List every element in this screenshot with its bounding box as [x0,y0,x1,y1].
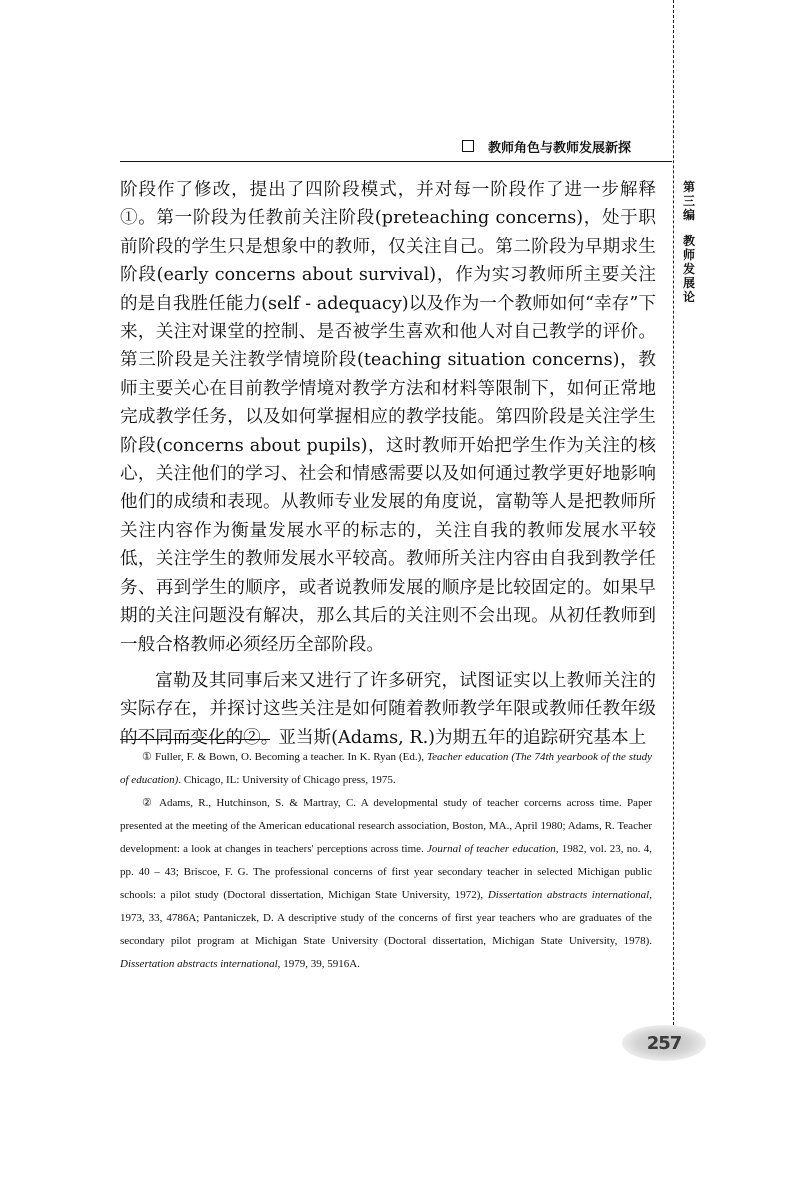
footnote-2-journal: Dissertation abstracts international, [487,889,652,901]
footnote-2-text: ② Adams, R., Hutchinson, S. & Martray, C. A developmental study of teacher corcerns across time. Paper presented at the meeting of the American educational research association, Boston, MA., April 1980; Adams, R. Teacher development: a look at changes in teachers' perceptions across time. [120,797,652,855]
side-tab-title-char: 师 [682,248,695,262]
footnote-rule [120,739,270,740]
body-paragraph-1: 阶段作了修改，提出了四阶段模式，并对每一阶段作了进一步解释①。第一阶段为任教前关注阶段(preteaching concerns)，处于职前阶段的学生只是想象中的教师，仅关注自己。第二阶段为早期求生阶段(early concerns about survival)，作为实习教师所主要关注的是自我胜任能力(self - adequacy)以及作为一个教师如何“幸存”下来，关注对课堂的控制、是否被学生喜欢和他人对自己教学的评价。第三阶段是关注教学情境阶段(teaching situation concerns)，教师主要关心在目前教学情境对教学方法和材料等限制下，如何正常地完成教学任务，以及如何掌握相应的教学技能。第四阶段是关注学生阶段(concerns about pupils)，这时教师开始把学生作为关注的核心，关注他们的学习、社会和情感需要以及如何通过教学更好地影响他们的成绩和表现。从教师专业发展的角度说，富勒等人是把教师所关注内容作为衡量发展水平的标志的，关注自我的教师发展水平较低，关注学生的教师发展水平较高。教师所关注内容由自我到教学任务、再到学生的顺序，或者说教师发展的顺序是比较固定的。如果早期的关注问题没有解决，那么其后的关注则不会出现。从初任教师到一般合格教师必须经历全部阶段。 [120,180,656,655]
header-title: 教师角色与教师发展新探 [488,140,632,156]
footnote-2-text: 1973, 33, 4786A; Pantaniczek, D. A descriptive study of the concerns of first year teachers who are graduates of the secondary pilot program at Michigan State University (Doctoral dissertation, Michigan State University, 1978). [120,912,652,947]
body-text [120,176,656,752]
side-tab-part-char: 编 [682,208,695,222]
side-tab-part-char: 第 [682,180,695,194]
footnote-1-text: . Chicago, IL: University of Chicago press, 1975. [178,774,396,786]
footnote-1 [120,746,652,792]
margin-dashed-rule [673,0,674,1040]
footnote-2-text: 1979, 39, 5916A. [280,958,360,970]
footnote-2-journal: Journal of teacher education, [427,843,559,855]
footnote-1-title: Teacher education (The 74th yearbook of the study of education) [120,751,652,786]
square-icon [462,140,474,152]
running-header [462,136,631,156]
footnote-2 [120,792,652,976]
side-tab-part-char: 三 [682,194,695,208]
footnote-2-text: 1982, vol. 23, no. 4, pp. 40 – 43; Briscoe, F. G. The professional concerns of first year secondary teacher in selected Michigan public schools: a pilot study (Doctoral dissertation, Michigan State University, 1972), [120,843,652,901]
header-rule [120,161,672,162]
side-tab-title-char: 展 [682,276,695,290]
footnote-2-journal: Dissertation abstracts international, [120,958,281,970]
side-tab-title-char: 教 [682,234,695,248]
side-tab [680,180,698,304]
side-tab-title-char: 发 [682,262,695,276]
footnote-1-text: ① Fuller, F. & Bown, O. Becoming a teacher. In K. Ryan (Ed.), [142,751,428,763]
footnotes [120,746,652,976]
page-number: 257 [622,1025,706,1061]
side-tab-title-char: 论 [682,290,695,304]
body-paragraph-2: 富勒及其同事后来又进行了许多研究，试图证实以上教师关注的实际存在，并探讨这些关注是如何随着教师教学年限或教师任教年级的不同而变化的②。亚当斯(Adams, R.)为期五年的追踪研究基本上 [120,670,656,748]
